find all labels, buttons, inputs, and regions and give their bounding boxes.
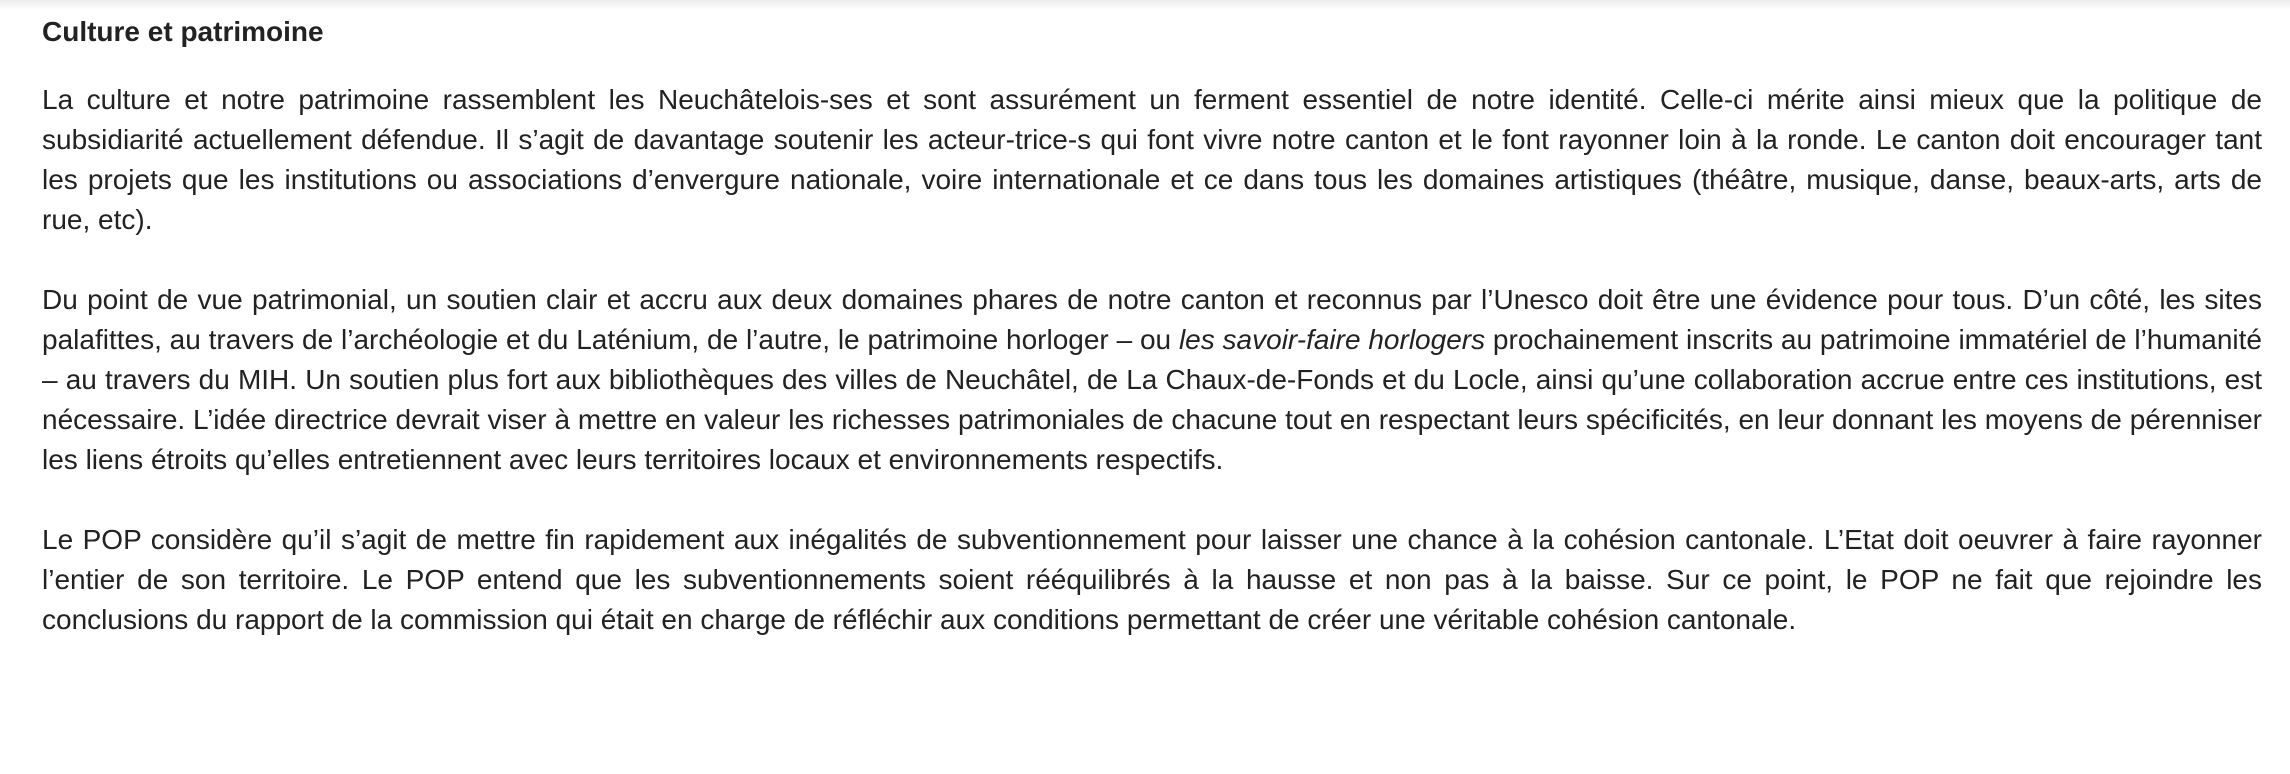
paragraph-patrimoine-text-1: Du point de vue patrimonial, un soutien clair et accru aux deux domaines phares de notre canton et reconnus par l’Unesco doit être une évidence pour tous. D’un côté, les sites palafittes, au travers de l’archéologie et du Laténium, de l’autre, le patrimoine horloger – ou [42, 284, 2262, 355]
section-title: Culture et patrimoine [42, 16, 324, 47]
paragraph-subventionnement: Le POP considère qu’il s’agit de mettre fin rapidement aux inégalités de subventionnement pour laisser une chance à la cohésion cantonale. L’Etat doit oeuvrer à faire rayonner l’entier de son territoire. Le POP entend que les subventionnements soient rééquilibrés à la hausse et non pas à la baisse. Sur ce point, le POP ne fait que rejoindre les conclusions du rapport de la commission qui était en charge de réfléchir aux conditions permettant de créer une véritable cohésion cantonale. [42, 524, 2262, 635]
paragraph-patrimoine-text-2: prochainement inscrits au patrimoine immatériel de l’humanité – au travers du MIH. Un soutien plus fort aux bibliothèques des villes de Neuchâtel, de La Chaux-de-Fonds et du Locle, ainsi qu’une collaboration accrue entre ces institutions, est nécessaire. L’idée directrice devrait viser à mettre en valeur les richesses patrimoniales de chacune tout en respectant leurs spécificités, en leur donnant les moyens de pérenniser les liens étroits qu’elles entretiennent avec leurs territoires locaux et environnements respectifs. [42, 324, 2262, 475]
paragraph-patrimoine [42, 280, 2262, 480]
article-section [42, 12, 2262, 640]
header-shadow [0, 0, 2290, 10]
paragraph-patrimoine-italic: les savoir-faire horlogers [1178, 324, 1486, 355]
paragraph-culture: La culture et notre patrimoine rassemblent les Neuchâtelois-ses et sont assurément un ferment essentiel de notre identité. Celle-ci mérite ainsi mieux que la politique de subsidiarité actuellement défendue. Il s’agit de davantage soutenir les acteur-trice-s qui font vivre notre canton et le font rayonner loin à la ronde. Le canton doit encourager tant les projets que les institutions ou associations d’envergure nationale, voire internationale et ce dans tous les domaines artistiques (théâtre, musique, danse, beaux-arts, arts de rue, etc). [42, 84, 2262, 235]
